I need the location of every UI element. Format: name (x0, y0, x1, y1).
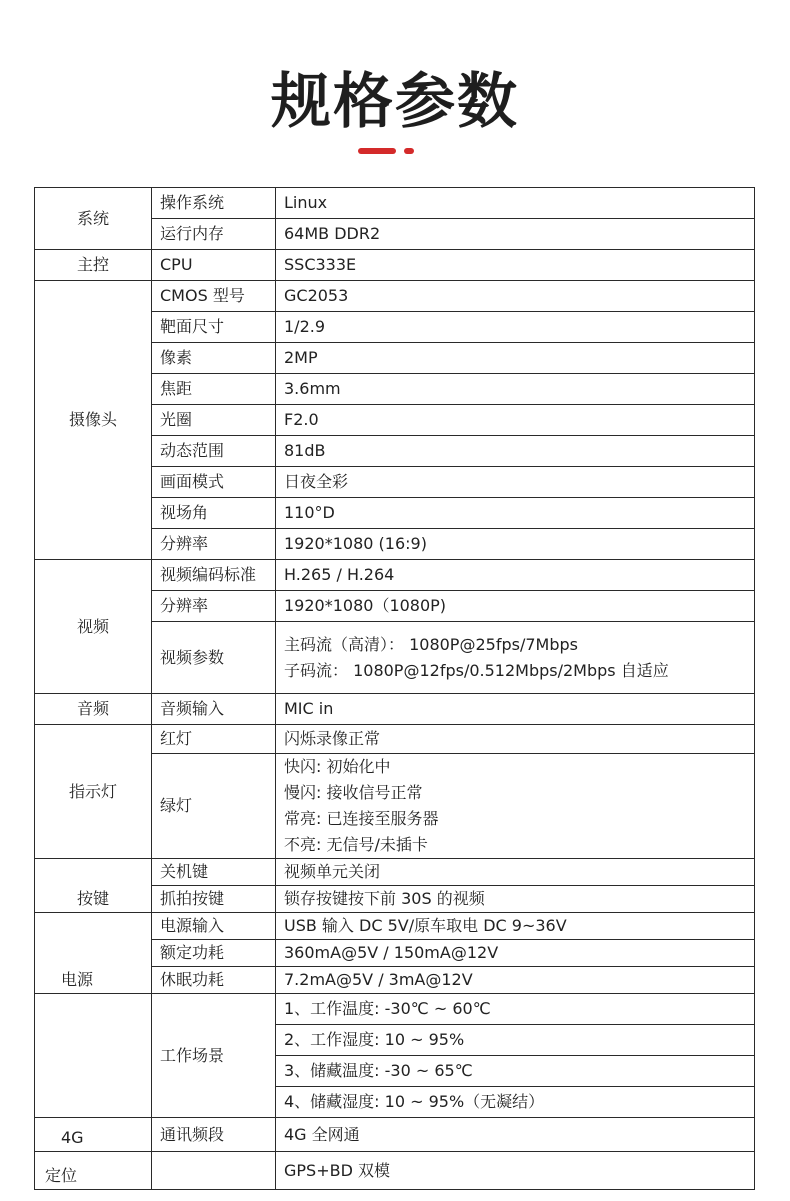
param-name: 光圈 (152, 405, 276, 436)
param-value: 闪烁录像正常 (276, 725, 755, 754)
category-4g: 4G (35, 1118, 152, 1152)
table-row (35, 250, 755, 281)
param-name: 视场角 (152, 498, 276, 529)
category-camera: 摄像头 (35, 281, 152, 560)
param-value: 1、工作温度: -30℃ ~ 60℃ (276, 994, 755, 1025)
param-value: 锁存按键按下前 30S 的视频 (276, 886, 755, 913)
table-row (35, 281, 755, 312)
category-keys: 按键 (35, 859, 152, 913)
param-name: 操作系统 (152, 188, 276, 219)
param-value: GC2053 (276, 281, 755, 312)
param-name: 焦距 (152, 374, 276, 405)
param-name: 休眠功耗 (152, 967, 276, 994)
param-name: 额定功耗 (152, 940, 276, 967)
param-name: 运行内存 (152, 219, 276, 250)
param-value: 1/2.9 (276, 312, 755, 343)
param-name: 画面模式 (152, 467, 276, 498)
title-underline-short (404, 148, 414, 154)
param-name: 靶面尺寸 (152, 312, 276, 343)
value-line: 子码流： 1080P@12fps/0.512Mbps/2Mbps 自适应 (284, 660, 669, 680)
param-name: CMOS 型号 (152, 281, 276, 312)
title-underline-long (358, 148, 396, 154)
param-name: 动态范围 (152, 436, 276, 467)
param-name (152, 1152, 276, 1190)
param-value: 2、工作湿度: 10 ~ 95% (276, 1025, 755, 1056)
param-name: 工作场景 (152, 994, 276, 1118)
param-value: MIC in (276, 694, 755, 725)
param-value: 4、储藏湿度: 10 ~ 95%（无凝结） (276, 1087, 755, 1118)
param-name: 视频参数 (152, 622, 276, 694)
param-value: 日夜全彩 (276, 467, 755, 498)
param-value: 3、储藏温度: -30 ~ 65℃ (276, 1056, 755, 1087)
param-value: 360mA@5V / 150mA@12V (276, 940, 755, 967)
param-name: 红灯 (152, 725, 276, 754)
param-name: 通讯频段 (152, 1118, 276, 1152)
param-value: 81dB (276, 436, 755, 467)
table-row (35, 560, 755, 591)
param-value: 1920*1080 (16:9) (276, 529, 755, 560)
param-value: SSC333E (276, 250, 755, 281)
category-power: 电源 (35, 913, 152, 994)
page-title: 规格参数 (271, 67, 519, 137)
table-row (35, 1118, 755, 1152)
param-value: 3.6mm (276, 374, 755, 405)
value-line: 快闪: 初始化中 (284, 757, 391, 776)
param-name: 视频编码标准 (152, 560, 276, 591)
param-value: 7.2mA@5V / 3mA@12V (276, 967, 755, 994)
param-value: 4G 全网通 (276, 1118, 755, 1152)
param-name: CPU (152, 250, 276, 281)
table-row (35, 859, 755, 886)
category-gps: 定位 (35, 1152, 152, 1190)
param-name: 分辨率 (152, 591, 276, 622)
param-value: 视频单元关闭 (276, 859, 755, 886)
param-value: USB 输入 DC 5V/原车取电 DC 9~36V (276, 913, 755, 940)
param-value: Linux (276, 188, 755, 219)
spec-table (34, 187, 755, 1190)
param-value: GPS+BD 双模 (276, 1152, 755, 1190)
param-value: F2.0 (276, 405, 755, 436)
value-line: 常亮: 已连接至服务器 (284, 809, 439, 828)
table-row (35, 913, 755, 940)
category-main: 主控 (35, 250, 152, 281)
value-line: 主码流（高清）： 1080P@25fps/7Mbps (284, 634, 578, 654)
param-value: 2MP (276, 343, 755, 374)
category-empty (35, 994, 152, 1118)
param-value: 1920*1080（1080P) (276, 591, 755, 622)
table-row (35, 725, 755, 754)
param-value-multiline (276, 754, 755, 859)
value-line: 不亮: 无信号/未插卡 (284, 835, 428, 854)
param-value: H.265 / H.264 (276, 560, 755, 591)
category-video: 视频 (35, 560, 152, 694)
value-line: 慢闪: 接收信号正常 (284, 783, 423, 802)
param-value: 110°D (276, 498, 755, 529)
table-row (35, 694, 755, 725)
param-value: 64MB DDR2 (276, 219, 755, 250)
table-row (35, 1152, 755, 1190)
param-name: 电源输入 (152, 913, 276, 940)
param-name: 音频输入 (152, 694, 276, 725)
param-name: 抓拍按键 (152, 886, 276, 913)
category-audio: 音频 (35, 694, 152, 725)
category-system: 系统 (35, 188, 152, 250)
param-name: 关机键 (152, 859, 276, 886)
param-name: 绿灯 (152, 754, 276, 859)
param-name: 分辨率 (152, 529, 276, 560)
table-row (35, 994, 755, 1025)
category-indicator: 指示灯 (35, 725, 152, 859)
table-row (35, 188, 755, 219)
param-value-multiline (276, 622, 755, 694)
param-name: 像素 (152, 343, 276, 374)
